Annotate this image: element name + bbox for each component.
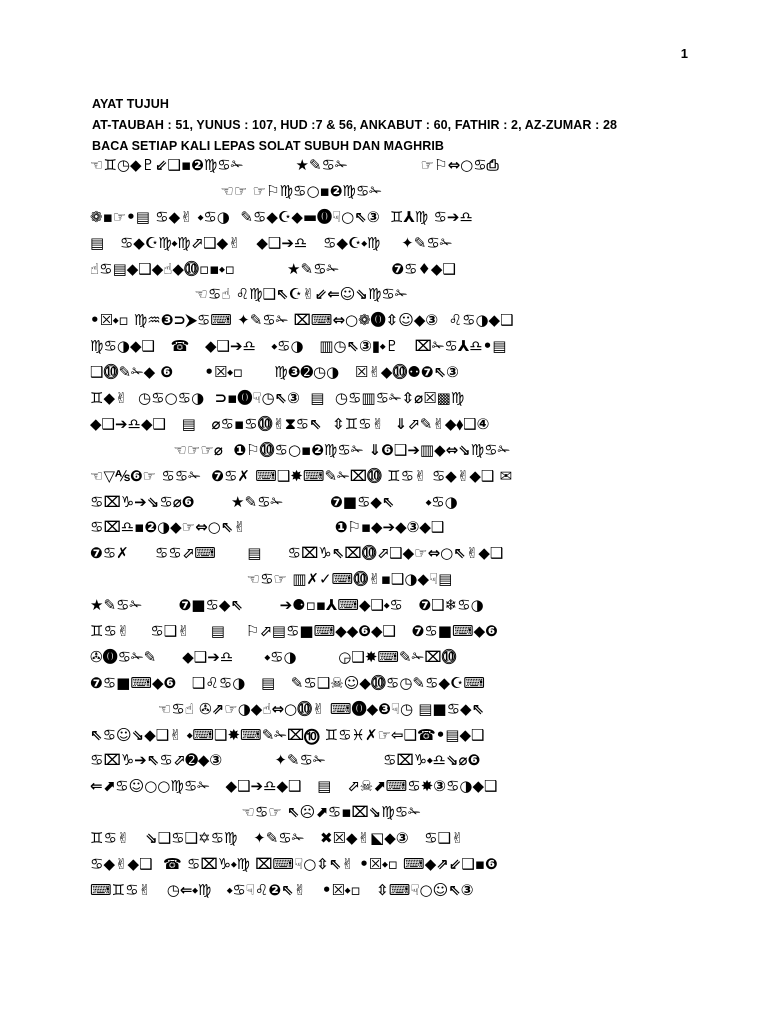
symbol-text-line: ♋⌧♑➔⇘♋⌀❻ ★✎♋✁ ❼■♋◆⇖ ⬩♋◑ <box>90 492 458 511</box>
symbol-text-line: ♊◆✌ ◷♋○♋◑ ⊃▪⓿☟◷⇖③ ▤ ◷♋▥♋✁⇳⌀☒▩♍ <box>90 389 465 408</box>
symbol-text-line: ☜♋☞ ▥✗✓⌨⓾✌▪❑◑◆☟▤ <box>90 570 453 589</box>
symbol-text-line: ★✎♋✁ ❼■♋◆⇖ ➔⚈▫▪⅄⌨◆❑⬩♋ ❼❑❄♋◑ <box>90 596 484 615</box>
symbol-text-line: •☒⬩▫ ♍♒❸⊃⮞♋⌨ ✦✎♋✁ ⌧⌨⇔○❁⓿⇳☺◆③ ♌♋◑◆❑ <box>90 311 514 330</box>
symbol-text-line: ▤ ♋◆☪♍⬩♍⬀❑◆✌ ◆❑➔♎ ♋◆☪⬩♍ ✦✎♋✁ <box>90 233 453 252</box>
symbol-text-line: ☜♊◷◆♇⇙❑▪❷♍♋✁ ★✎♋✁ ☞⚐⇔○♋⎙ <box>90 156 499 174</box>
heading-title: AYAT TUJUH <box>92 97 169 111</box>
symbol-text-line: ☜▽⅍❻☞ ♋♋✁ ❼♋✗ ⌨❑✸⌨✎✁⌧⓾ ♊♋✌ ♋◆✌◆❑ ✉ <box>90 466 513 485</box>
symbol-text-line: ☜☞ ☞⚐♍♋○▪❷♍♋✁ <box>90 181 382 200</box>
symbol-text-line: ☜♋☝ ♌♍❑⇖☪✌⇙⇐☺⇘♍♋✁ <box>90 285 408 304</box>
symbol-text-line: ❁▪☞•▤ ♋◆✌ ⬩♋◑ ✎♋◆☪◆▬⓿☟○⇖③ ♊⅄♍ ♋➔♎ <box>90 207 473 226</box>
symbol-text-line: ♍♋◑◆❑ ☎ ◆❑➔♎ ⬩♋◑ ▥◷⇖③▮⬩♇ ⌧✁♋⅄♎•▤ <box>90 337 507 356</box>
symbol-text-line: ♋◆✌◆❑ ☎ ♋⌧♑⬩♍ ⌧⌨☟○⇳⇖✌ •☒⬩▫ ⌨◆⇗⇙❑▪❻ <box>90 855 498 874</box>
symbol-text-line: ♊♋✌ ⇘❑♋❑✡♋♍ ✦✎♋✁ ✖☒◆✌⬕◆③ ♋❑✌ <box>90 829 464 848</box>
symbol-text-line: ♋⌧♎▪❷◑◆☞⇔○⇖✌ ❶⚐▪◆➔◆③◆❑ <box>90 518 445 537</box>
symbol-text-line: ◆❑➔♎◆❑ ▤ ⌀♋▪♋⓾✌⧗♋⇖ ⇳♊♋✌ ⇓⬀✎✌◆⬧❑④ <box>90 414 490 433</box>
symbol-text-line: ❼♋✗ ♋♋⬀⌨ ▤ ♋⌧♑⇖⌧⓾⬀❑◆☞⇔○⇖✌◆❑ <box>90 544 504 563</box>
page-number: 1 <box>680 46 688 61</box>
symbol-text-line: ☜♋☞ ⇖☹⬈♋▪⌧⇘♍♋✁ <box>90 803 421 822</box>
symbol-text-line: ❼♋■⌨◆❻ ❑♌♋◑ ▤ ✎♋❑☠☺◆⓾♋◷✎♋◆☪⌨ <box>90 673 486 692</box>
symbol-text-line: ❑⓾✎✁◆ ❻ •☒⬩▫ ♍❸➋◷◑ ☒✌◆⓾⚉❼⇖③ <box>90 363 459 382</box>
heading-instruction: BACA SETIAP KALI LEPAS SOLAT SUBUH DAN MAGHRIB <box>92 139 445 153</box>
symbol-text-line: ✇⓿♋✁✎ ◆❑➔♎ ⬩♋◑ ◶❑✸⌨✎✁⌧⓾ <box>90 647 457 666</box>
symbol-text-line: ♋⌧♑➔⇖♋⬀➋◆③ ✦✎♋✁ ♋⌧♑⬩♎⇘⌀❻ <box>90 751 481 770</box>
symbol-text-line: ♊♋✌ ♋❑✌ ▤ ⚐⬀▤♋■⌨◆◆❻◆❑ ❼♋■⌨◆❻ <box>90 622 498 641</box>
symbol-text-line: ⌨♊♋✌ ◷⇐⬩♍ ⬩♋☟♌❷⇖✌ •☒⬩▫ ⇳⌨☟○☺⇖③ <box>90 880 474 899</box>
symbol-text-line: ☝♋▤◆❑◆☝◆⓾▫▪⬩▫ ★✎♋✁ ❼♋♦◆❑ <box>90 259 456 278</box>
document-heading <box>92 94 682 157</box>
heading-references: AT-TAUBAH : 51, YUNUS : 107, HUD :7 & 56, ANKABUT : 60, FATHIR : 2, AZ-ZUMAR : 28 <box>92 118 618 132</box>
symbol-text-line: ☜♋☝ ✇⇗☞◑◆☝⇔○⓾✌ ⌨⓿◆❸☟◷ ▤■♋◆⇖ <box>90 699 485 718</box>
symbol-text-line: ⇐⬈♋☺○○♍♋✁ ◆❑➔♎◆❑ ▤ ⬀☠⬈⌨♋✸③♋◑◆❑ <box>90 777 498 796</box>
symbol-text-body <box>90 153 680 904</box>
symbol-text-line: ⇖♋☺⇘◆❑✌ ⬩⌨❑✸⌨✎✁⌧⓾ ♊♋♓✗☞⇦❑☎•▤◆❑ <box>90 725 485 744</box>
symbol-text-line: ☜☞☞⌀ ❶⚐⓾♋○▪❷♍♋✁ ⇓❻❑➔▥◆⇔⇘♍♋✁ <box>90 440 511 459</box>
